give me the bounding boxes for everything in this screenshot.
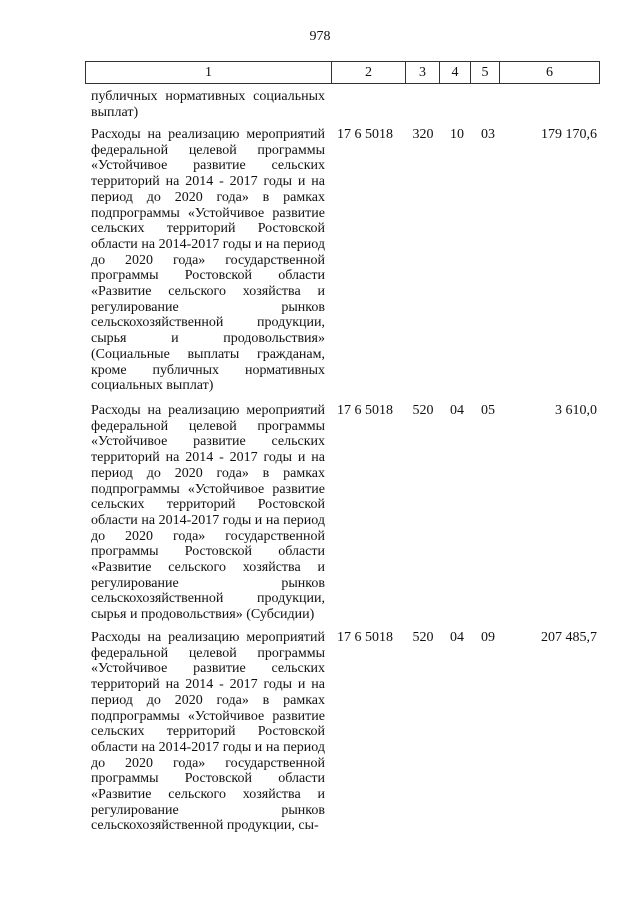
page-number: 978 — [309, 29, 331, 44]
header-col-1: 1 — [86, 62, 332, 83]
row-2-expense-type: 520 — [412, 403, 434, 418]
row-3-description: Расходы на реализацию мероприятий федеральной целевой программы «Устойчивое развитие сельских территорий на 2014 - 2017 годы и на период до 2020 года» в рамках подпрограммы «Устойчивое развитие сельских территорий Ростовской области на 2014-2017 годы и на период до 2020 года» государственной программы Ростовской области «Развитие сельского хозяйства и регулирование рынков сельскохозяйственной продукции, сы- — [91, 630, 325, 834]
row-2-description: Расходы на реализацию мероприятий федеральной целевой программы «Устойчивое развитие сельских территорий на 2014 - 2017 годы и на период до 2020 года» в рамках подпрограммы «Устойчивое развитие сельских территорий Ростовской области на 2014-2017 годы и на период до 2020 года» государственной программы Ростовской области «Развитие сельского хозяйства и регулирование рынков сельскохозяйственной продукции, сырья и продовольствия» (Субсидии) — [91, 403, 325, 623]
row-2-section: 04 — [450, 403, 464, 418]
row-3-expense-type: 520 — [412, 630, 434, 645]
row-3-target-code: 17 6 5018 — [337, 630, 393, 645]
row-3-subsection: 09 — [481, 630, 495, 645]
header-col-3: 3 — [406, 62, 440, 83]
row-2-amount: 3 610,0 — [555, 403, 597, 418]
continuation-text: публичных нормативных социальных выплат) — [91, 89, 325, 120]
header-col-5: 5 — [471, 62, 500, 83]
row-2-subsection: 05 — [481, 403, 495, 418]
header-col-2: 2 — [332, 62, 406, 83]
row-1-target-code: 17 6 5018 — [337, 127, 393, 142]
table-header-row — [85, 61, 600, 84]
row-1-section: 10 — [450, 127, 464, 142]
row-2-target-code: 17 6 5018 — [337, 403, 393, 418]
row-1-description: Расходы на реализацию мероприятий федеральной целевой программы «Устойчивое развитие сельских территорий на 2014 - 2017 годы и на период до 2020 года» в рамках подпрограммы «Устойчивое развитие сельских территорий Ростовской области на 2014-2017 годы и на период до 2020 года» государственной программы Ростовской области «Развитие сельского хозяйства и регулирование рынков сельскохозяйственной продукции, сырья и продовольствия» (Социальные выплаты гражданам, кроме публичных нормативных социальных выплат) — [91, 127, 325, 394]
header-col-6: 6 — [546, 65, 553, 80]
row-1-expense-type: 320 — [412, 127, 434, 142]
row-1-amount: 179 170,6 — [541, 127, 597, 142]
row-3-amount: 207 485,7 — [541, 630, 597, 645]
header-col-4: 4 — [440, 62, 471, 83]
row-3-section: 04 — [450, 630, 464, 645]
row-1-subsection: 03 — [481, 127, 495, 142]
